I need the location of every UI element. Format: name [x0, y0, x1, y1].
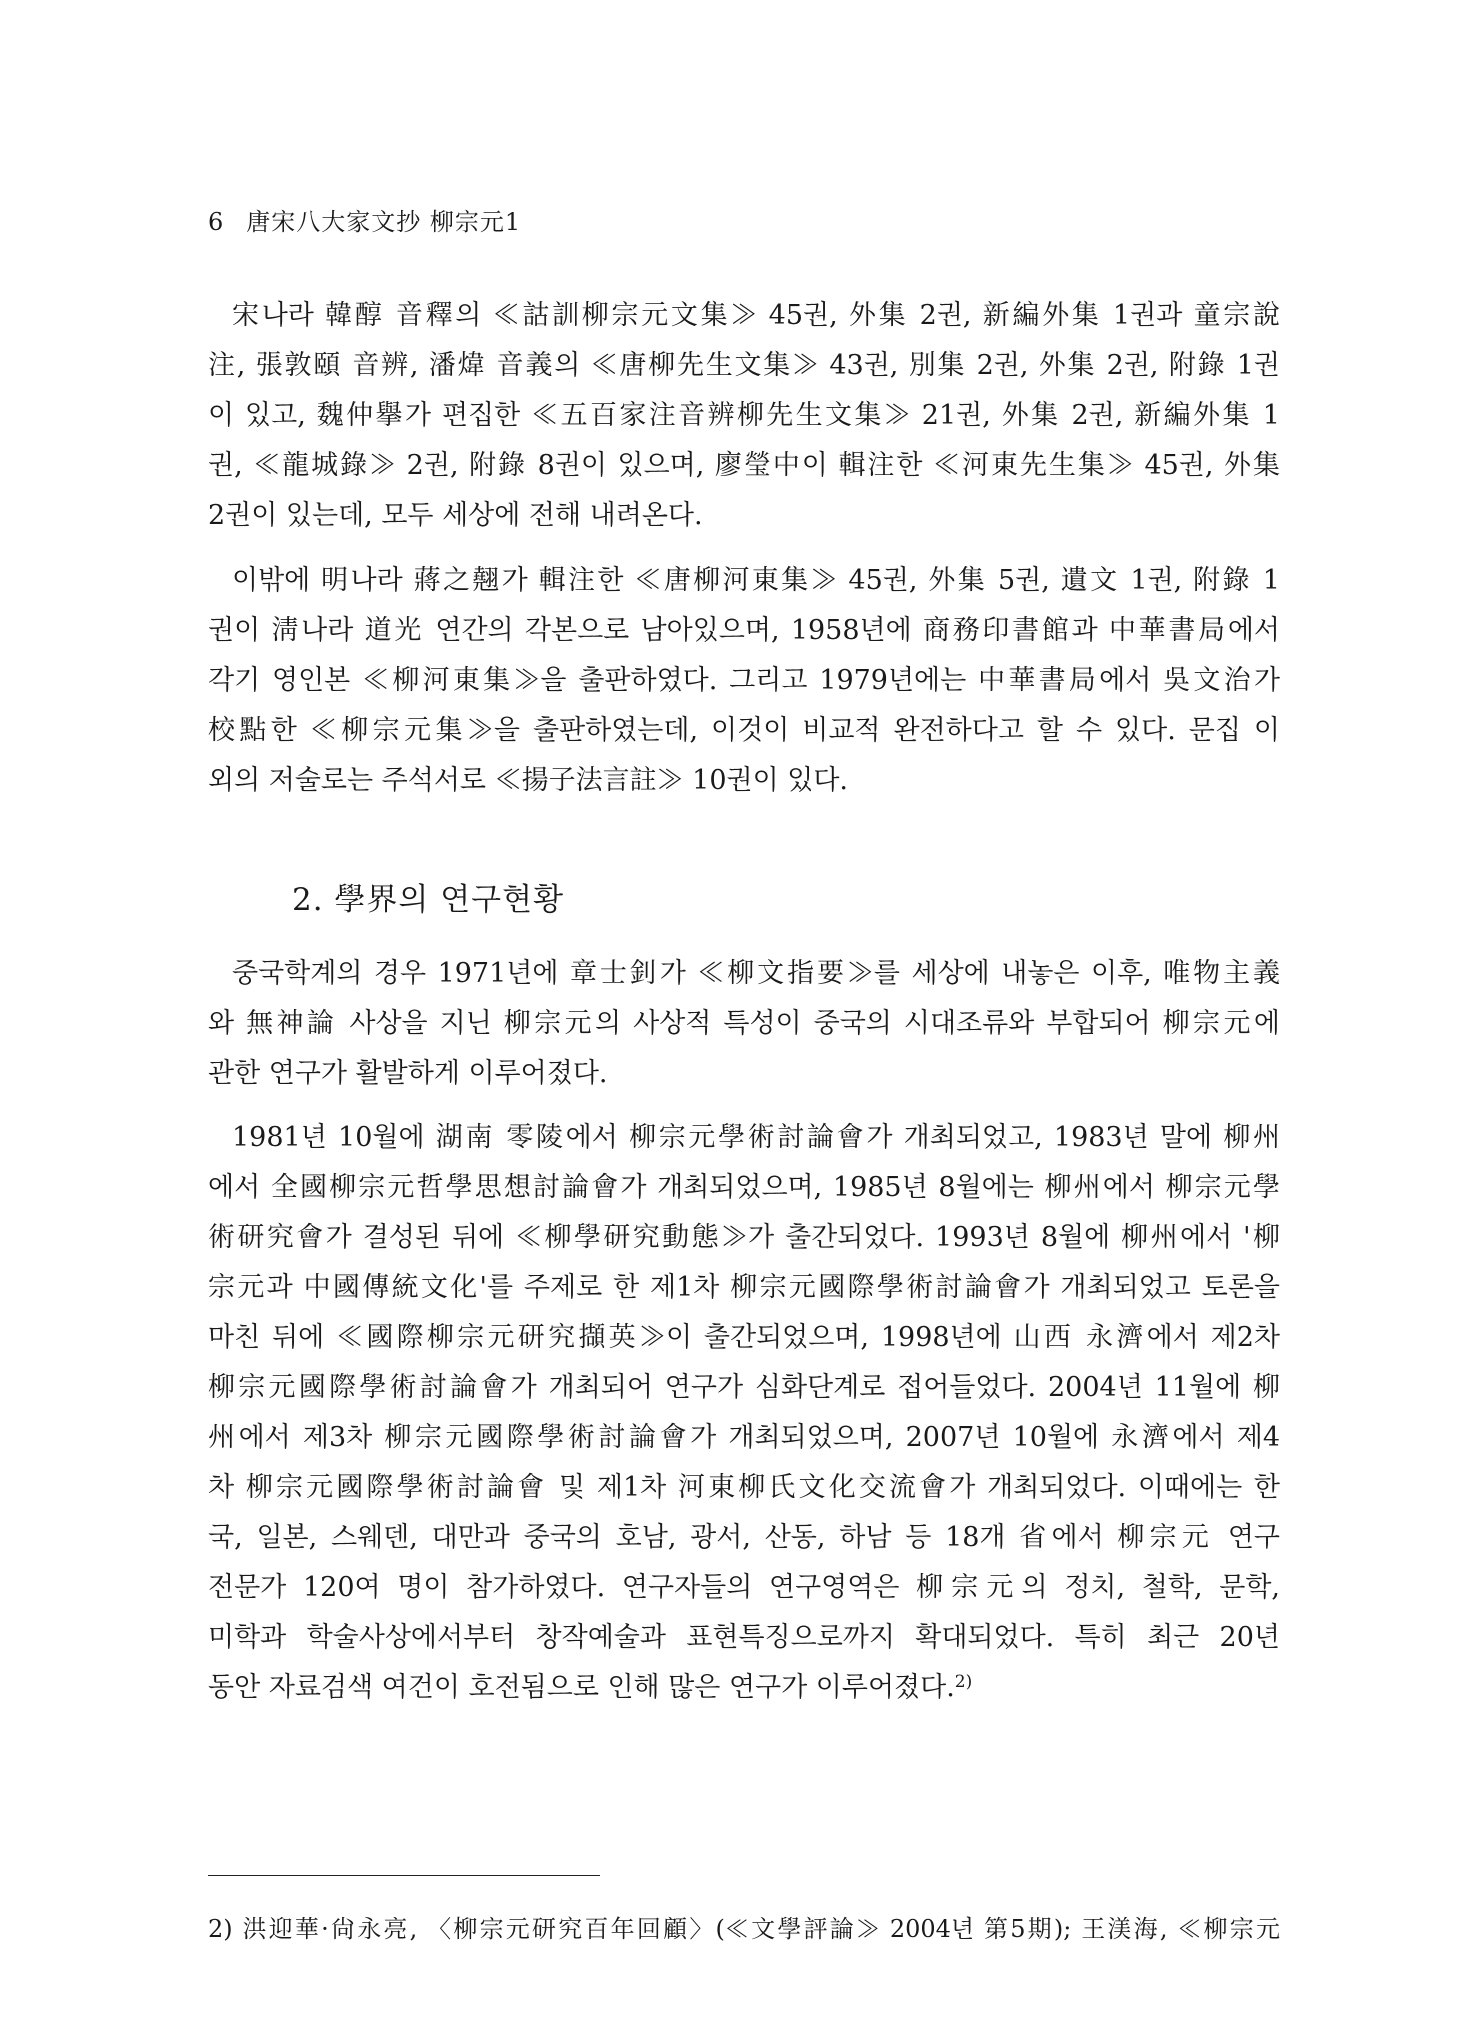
running-header	[208, 202, 521, 237]
text-line: 관한 연구가 활발하게 이루어졌다.	[208, 1058, 608, 1089]
text-line: 2권이 있는데, 모두 세상에 전해 내려온다.	[208, 500, 703, 531]
text-line: 와 無神論 사상을 지닌 柳宗元의 사상적 특성이 중국의 시대조류와 부합되어 柳宗元에	[208, 1008, 1280, 1039]
text-line: 이 있고, 魏仲擧가 편집한 ≪五百家注音辨柳先生文集≫ 21권, 外集 2권, 新編外集 1	[208, 400, 1280, 431]
text-line: 차 柳宗元國際學術討論會 및 제1차 河東柳氏文化交流會가 개최되었다. 이때에는 한	[208, 1472, 1280, 1503]
text-line: 1981년 10월에 湖南 零陵에서 柳宗元學術討論會가 개최되었고, 1983년 말에 柳州	[232, 1122, 1280, 1153]
text-line: 중국학계의 경우 1971년에 章士釗가 ≪柳文指要≫를 세상에 내놓은 이후, 唯物主義	[232, 958, 1280, 989]
text-line: 각기 영인본 ≪柳河東集≫을 출판하였다. 그리고 1979년에는 中華書局에서 吳文治가	[208, 665, 1280, 696]
page-number: 6	[208, 208, 225, 236]
text-line-last	[208, 1670, 1280, 1706]
footnote-reference[interactable]: 2)	[954, 1672, 973, 1692]
book-title: 唐宋八大家文抄 柳宗元1	[246, 208, 522, 236]
text-line: 권이 淸나라 道光 연간의 각본으로 남아있으며, 1958년에 商務印書館과 中華書局에서	[208, 615, 1280, 646]
text-line: 외의 저술로는 주석서로 ≪揚子法言註≫ 10권이 있다.	[208, 765, 848, 796]
text-line: 柳宗元國際學術討論會가 개최되어 연구가 심화단계로 접어들었다. 2004년 11월에 柳	[208, 1372, 1280, 1403]
text-line: 이밖에 明나라 蔣之翹가 輯注한 ≪唐柳河東集≫ 45권, 外集 5권, 遺文 1권, 附錄 1	[232, 565, 1280, 596]
text-line: 미학과 학술사상에서부터 창작예술과 표현특징으로까지 확대되었다. 특히 최근 20년	[208, 1622, 1280, 1653]
text-line-content: 동안 자료검색 여건이 호전됨으로 인해 많은 연구가 이루어졌다.	[208, 1672, 955, 1703]
text-line: 宋나라 韓醇 音釋의 ≪詁訓柳宗元文集≫ 45권, 外集 2권, 新編外集 1권과 童宗說	[232, 300, 1280, 331]
text-line: 전문가 120여 명이 참가하였다. 연구자들의 연구영역은 柳宗元의 정치, 철학, 문학,	[208, 1572, 1280, 1603]
text-line: 에서 全國柳宗元哲學思想討論會가 개최되었으며, 1985년 8월에는 柳州에서 柳宗元學	[208, 1172, 1280, 1203]
footnote-separator	[208, 1875, 600, 1876]
section-heading: 2. 學界의 연구현황	[292, 882, 565, 918]
text-line: 術研究會가 결성된 뒤에 ≪柳學研究動態≫가 출간되었다. 1993년 8월에 柳州에서 '柳	[208, 1222, 1280, 1253]
text-line: 州에서 제3차 柳宗元國際學術討論會가 개최되었으며, 2007년 10월에 永濟에서 제4	[208, 1422, 1280, 1453]
text-line: 권, ≪龍城錄≫ 2권, 附錄 8권이 있으며, 廖瑩中이 輯注한 ≪河東先生集≫ 45권, 外集	[208, 450, 1280, 481]
footnote-text: 2) 洪迎華·尙永亮, 〈柳宗元研究百年回顧〉(≪文學評論≫ 2004년 第5期); 王渼海, ≪柳宗元	[208, 1915, 1280, 1943]
text-line: 校點한 ≪柳宗元集≫을 출판하였는데, 이것이 비교적 완전하다고 할 수 있다. 문집 이	[208, 715, 1280, 746]
text-line: 注, 張敦頤 音辨, 潘煒 音義의 ≪唐柳先生文集≫ 43권, 別集 2권, 外集 2권, 附錄 1권	[208, 350, 1280, 381]
text-line: 국, 일본, 스웨덴, 대만과 중국의 호남, 광서, 산동, 하남 등 18개 省에서 柳宗元 연구	[208, 1522, 1280, 1553]
text-line: 마친 뒤에 ≪國際柳宗元研究擷英≫이 출간되었으며, 1998년에 山西 永濟에서 제2차	[208, 1322, 1280, 1353]
text-line: 宗元과 中國傳統文化'를 주제로 한 제1차 柳宗元國際學術討論會가 개최되었고 토론을	[208, 1272, 1280, 1303]
